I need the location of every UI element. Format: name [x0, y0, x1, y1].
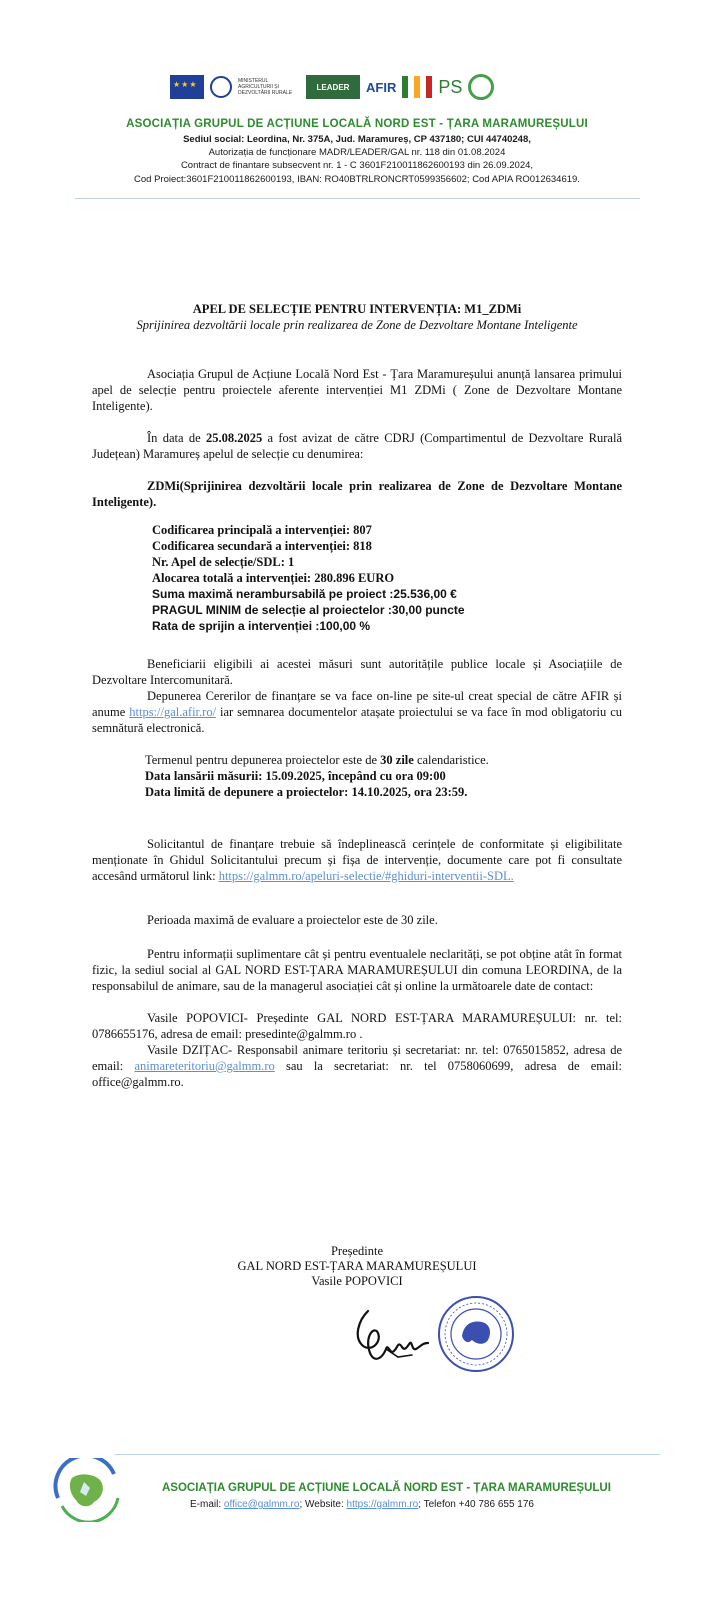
animator-email-link[interactable]: animareteritoriu@galmm.ro — [134, 1059, 275, 1073]
gal-map-logo-icon — [50, 1458, 126, 1522]
afir-logo: AFIR — [366, 79, 397, 95]
footer-association-title: ASOCIAȚIA GRUPUL DE ACȚIUNE LOCALĂ NORD EST - ȚARA MARAMUREȘULUI — [162, 1482, 611, 1494]
call-name: ZDMi(Sprijinirea dezvoltării locale prin realizarea de Zone de Dezvoltare Montane Inteligente). — [92, 479, 622, 509]
submission-paragraph — [92, 688, 622, 736]
handwritten-signature-icon — [352, 1303, 432, 1373]
contact-president: Vasile POPOVICI- Președinte GAL NORD EST-ȚARA MARAMUREȘULUI: nr. tel: 0786655176, adresa de email: presedinte@galmm.ro . — [92, 1011, 622, 1041]
info-paragraph: Pentru informații suplimentare cât și pentru eventualele neclarități, se pot obține atât în format fizic, la sediul social al GAL NORD EST-ȚARA MARAMUREȘULUI din comuna LEORDINA, de la responsabilul de animare, sau de la managerul asociației cât și online la următoarele date de contact: — [92, 947, 622, 993]
document-subtitle: Sprijinirea dezvoltării locale prin realizarea de Zone de Dezvoltare Montane Inteligente — [136, 318, 578, 332]
header-association-title: ASOCIAȚIA GRUPUL DE ACȚIUNE LOCALĂ NORD EST - ȚARA MARAMUREȘULUI — [126, 118, 588, 130]
header-address-line: Sediul social: Leordina, Nr. 375A, Jud. Maramureș, CP 437180; CUI 44740248, — [183, 134, 531, 145]
aviz-post: a fost avizat de către CDRJ (Compartimentul de Dezvoltare Rurală Județean) Maramureș apelul de selecție cu denumirea: — [92, 431, 623, 461]
deadline-limit: Data limită de depunere a proiectelor: 14.10.2025, ora 23:59. — [145, 785, 468, 799]
detail-call-number: Nr. Apel de selecție/SDL: 1 — [152, 555, 295, 569]
conformity-paragraph — [92, 836, 622, 884]
signature-name: Vasile POPOVICI — [311, 1274, 403, 1288]
header-divider — [75, 198, 640, 199]
contact-animator-post: sau la secretariat: nr. tel 0758060699, adresa de email: office@galmm.ro. — [92, 1059, 622, 1089]
intervention-details — [152, 522, 622, 634]
beneficiaries-paragraph: Beneficiarii eligibili ai acestei măsuri sunt autoritățile publice locale și Asociațiile de Dezvoltare Intercomunitară. — [92, 657, 622, 687]
footer-website-label: ; Website: — [299, 1499, 347, 1510]
deadline-term-days: 30 zile — [380, 753, 414, 767]
guides-link[interactable]: https://galmm.ro/apeluri-selectie/#ghiduri-interventii-SDL. — [218, 869, 514, 883]
contact-animator — [92, 1042, 622, 1090]
aviz-date: 25.08.2025 — [205, 431, 263, 445]
footer-email-link[interactable]: office@galmm.ro — [223, 1499, 300, 1510]
footer-contact-line — [190, 1499, 534, 1510]
deadline-block — [145, 752, 625, 800]
deadline-term-pre: Termenul pentru depunerea proiectelor este de — [145, 753, 381, 767]
gal-globe-icon — [468, 74, 494, 100]
footer-email-label: E-mail: — [190, 1499, 224, 1510]
document-title: APEL DE SELECȚIE PENTRU INTERVENȚIA: M1_ZDMi — [192, 302, 522, 316]
eu-flag-icon — [170, 75, 204, 99]
aviz-pre: În data de — [147, 431, 206, 445]
deadline-term-post: calendaristice. — [413, 753, 489, 767]
ministry-logo-text: MINISTERUL AGRICULTURII ȘI DEZVOLTĂRII RURALE — [238, 78, 293, 96]
detail-support-rate: Rata de sprijin a intervenției :100,00 % — [152, 619, 371, 633]
detail-total-allocation: Alocarea totală a intervenției: 280.896 EURO — [152, 571, 395, 585]
header-contract-line: Contract de finantare subsecvent nr. 1 - C 3601F210011862600193 din 26.09.2024, — [180, 160, 534, 171]
footer-divider — [115, 1454, 660, 1455]
header-authorization-line: Autorizația de funcționare MADR/LEADER/GAL nr. 118 din 01.08.2024 — [208, 147, 506, 158]
aviz-paragraph — [92, 430, 622, 462]
detail-max-amount: Suma maximă nerambursabilă pe proiect :25.536,00 € — [152, 587, 457, 601]
deadline-launch: Data lansării măsurii: 15.09.2025, începând cu ora 09:00 — [145, 769, 446, 783]
header-project-code-line: Cod Proiect:3601F210011862600193, IBAN: RO40BTRLRONCRT0599356602; Cod APIA RO012634619. — [134, 174, 580, 185]
afir-link[interactable]: https://gal.afir.ro/ — [129, 705, 217, 719]
detail-min-threshold: PRAGUL MINIM de selecție al proiectelor :30,00 puncte — [152, 603, 465, 617]
footer-phone: ; Telefon +40 786 655 176 — [418, 1499, 534, 1510]
romania-coat-of-arms-icon — [210, 76, 232, 98]
ps-logo: PS — [438, 76, 463, 97]
strategic-plan-bars-icon — [402, 76, 432, 98]
intro-paragraph: Asociația Grupul de Acțiune Locală Nord Est - Țara Maramureșului anunță lansarea primului apel de selecție pentru proiectele aferente intervenției M1 ZDMi ( Zone de Dezvoltare Montane Inteligente). — [92, 367, 622, 413]
leader-logo: LEADER — [306, 75, 360, 99]
submission-post: iar semnarea documentelor atașate proiectului se va face în mod obligatoriu cu semnătură electronică. — [92, 705, 622, 735]
deadline-term — [145, 752, 625, 768]
submission-pre: Depunerea Cererilor de finanțare se va face on-line pe site-ul creat special de către AFIR și anume — [92, 689, 622, 719]
evaluation-paragraph: Perioada maximă de evaluare a proiectelor este de 30 zile. — [147, 913, 438, 927]
header-logos — [170, 68, 560, 106]
conformity-text: Solicitantul de finanțare trebuie să îndeplinească cerințele de conformitate și eligibilitate menționate în Ghidul Solicitantului precum și fișa de intervenție, documente care pot fi consultate accesând următorul link: — [92, 837, 622, 883]
signature-org: GAL NORD EST-ȚARA MARAMUREȘULUI — [237, 1259, 477, 1273]
detail-principal-code: Codificarea principală a intervenției: 807 — [152, 523, 372, 537]
detail-secondary-code: Codificarea secundară a intervenției: 818 — [152, 539, 372, 553]
association-stamp-icon — [436, 1294, 516, 1374]
signature-block — [0, 1244, 714, 1289]
contact-animator-pre: Vasile DZIȚAC- Responsabil animare teritoriu și secretariat: nr. tel: 0765015852, adresa de email: — [92, 1043, 622, 1073]
footer-website-link[interactable]: https://galmm.ro — [346, 1499, 419, 1510]
signature-role: Președinte — [330, 1244, 384, 1258]
